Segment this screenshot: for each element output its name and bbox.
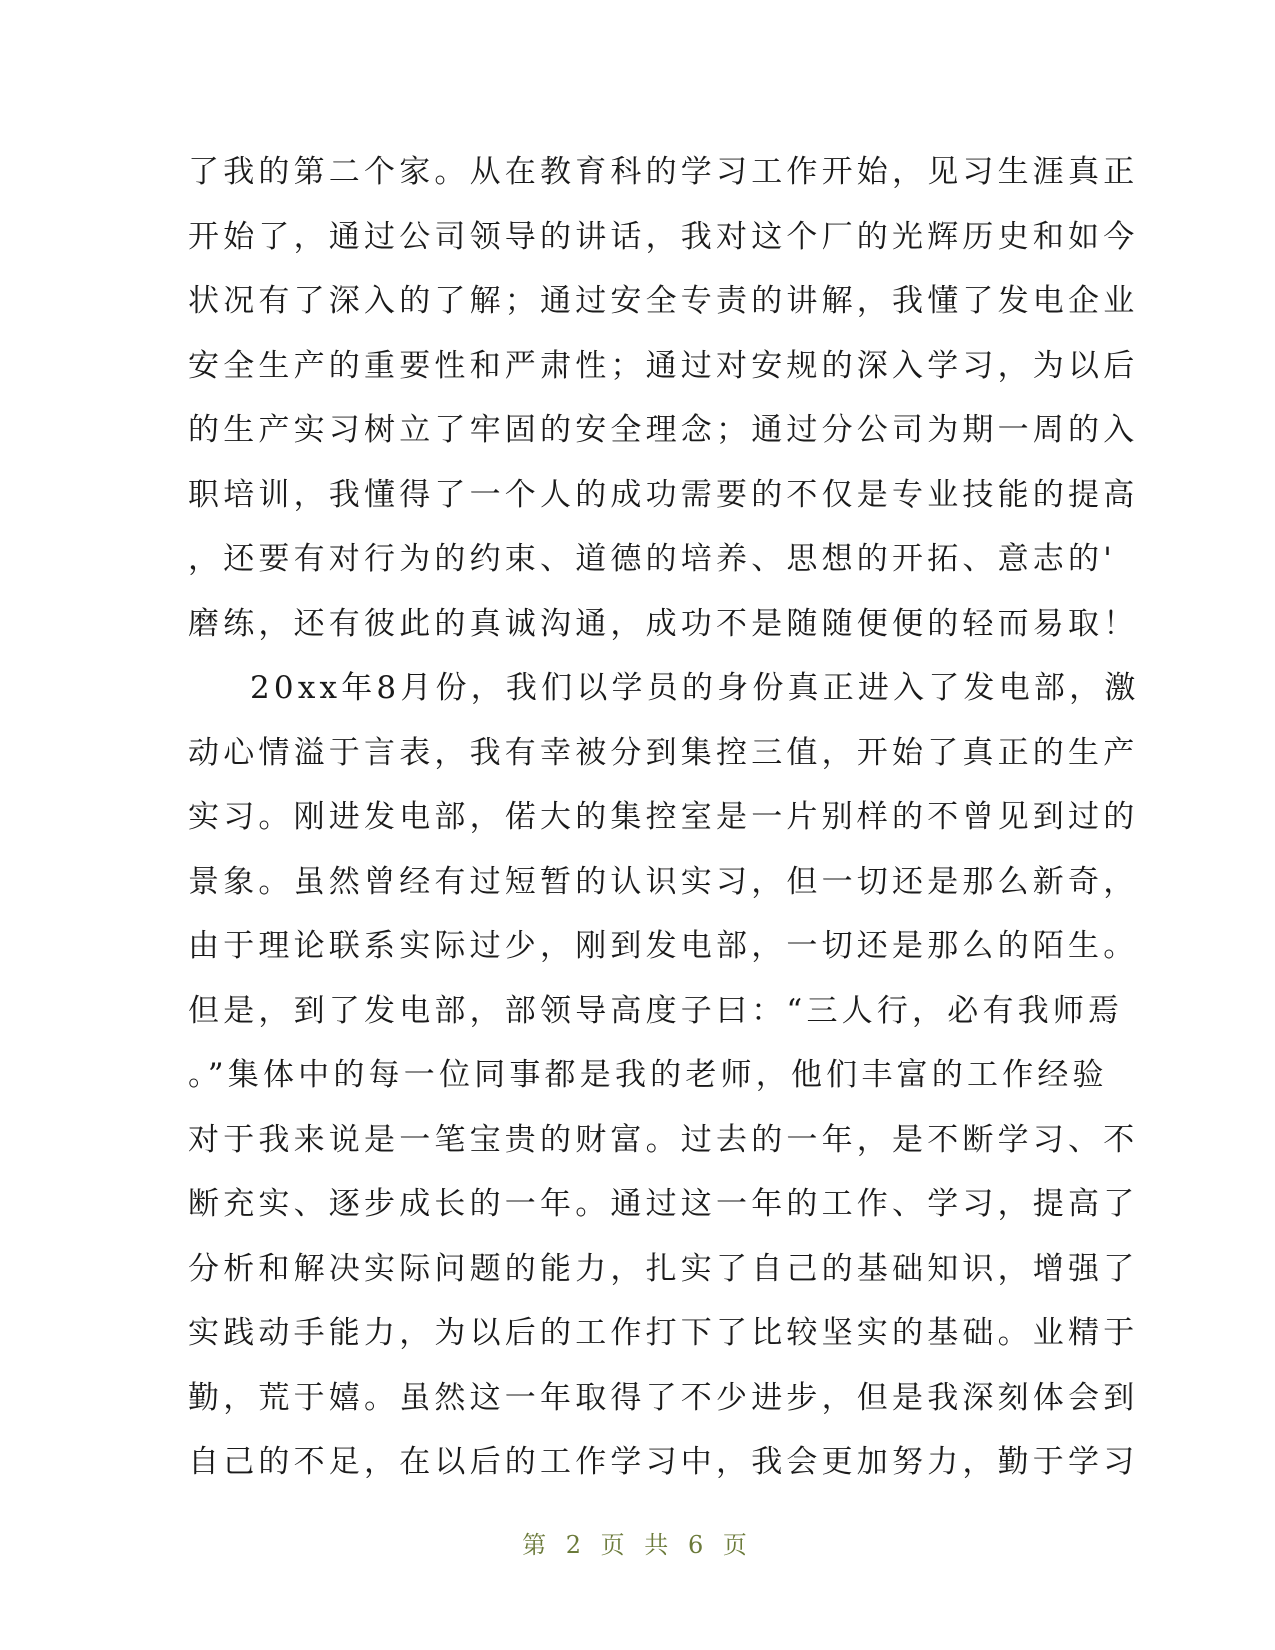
- text-line: 动心情溢于言表，我有幸被分到集控三值，开始了真正的生产: [188, 734, 1139, 771]
- text-line: 了我的第二个家。从在教育科的学习工作开始，见习生涯真正: [188, 154, 1139, 190]
- text-line: 实践动手能力，为以后的工作打下了比较坚实的基础。业精于: [188, 1315, 1139, 1351]
- text-line: 开始了，通过公司领导的讲话，我对这个厂的光辉历史和如今: [188, 218, 1139, 255]
- text-line: 自己的不足，在以后的工作学习中，我会更加努力，勤于学习: [188, 1444, 1139, 1480]
- text-line: 分析和解决实际问题的能力，扎实了自己的基础知识，增强了: [188, 1250, 1139, 1287]
- text-line: 磨练，还有彼此的真诚沟通，成功不是随随便便的轻而易取！: [188, 605, 1139, 642]
- text-line: 安全生产的重要性和严肃性；通过对安规的深入学习，为以后: [188, 347, 1139, 384]
- text-line: 由于理论联系实际过少，刚到发电部，一切还是那么的陌生。: [188, 928, 1139, 964]
- text-line: 景象。虽然曾经有过短暂的认识实习，但一切还是那么新奇，: [188, 863, 1139, 900]
- text-line: 状况有了深入的了解；通过安全专责的讲解，我懂了发电企业: [188, 283, 1139, 319]
- text-line: ，还要有对行为的约束、道德的培养、思想的开拓、意志的': [188, 541, 1116, 577]
- text-line: 对于我来说是一笔宝贵的财富。过去的一年，是不断学习、不: [188, 1121, 1139, 1158]
- text-line: 勤，荒于嬉。虽然这一年取得了不少进步，但是我深刻体会到: [188, 1379, 1139, 1416]
- text-line: 实习。刚进发电部，偌大的集控室是一片别样的不曾见到过的: [188, 799, 1139, 835]
- text-line: 但是，到了发电部，部领导高度子曰：“三人行，必有我师焉: [188, 992, 1124, 1029]
- document-body: [188, 140, 1140, 1495]
- text-line: 断充实、逐步成长的一年。通过这一年的工作、学习，提高了: [188, 1186, 1139, 1222]
- text-line: 的生产实习树立了牢固的安全理念；通过分公司为期一周的入: [188, 412, 1139, 448]
- page-number-footer: 第 2 页 共 6 页: [522, 1531, 753, 1559]
- text-line: 职培训，我懂得了一个人的成功需要的不仅是专业技能的提高: [188, 476, 1139, 513]
- paragraph-start-line: 20xx年8月份，我们以学员的身份真正进入了发电部，激: [250, 670, 1140, 706]
- text-line: 。”集体中的每一位同事都是我的老师，他们丰富的工作经验: [188, 1057, 1108, 1093]
